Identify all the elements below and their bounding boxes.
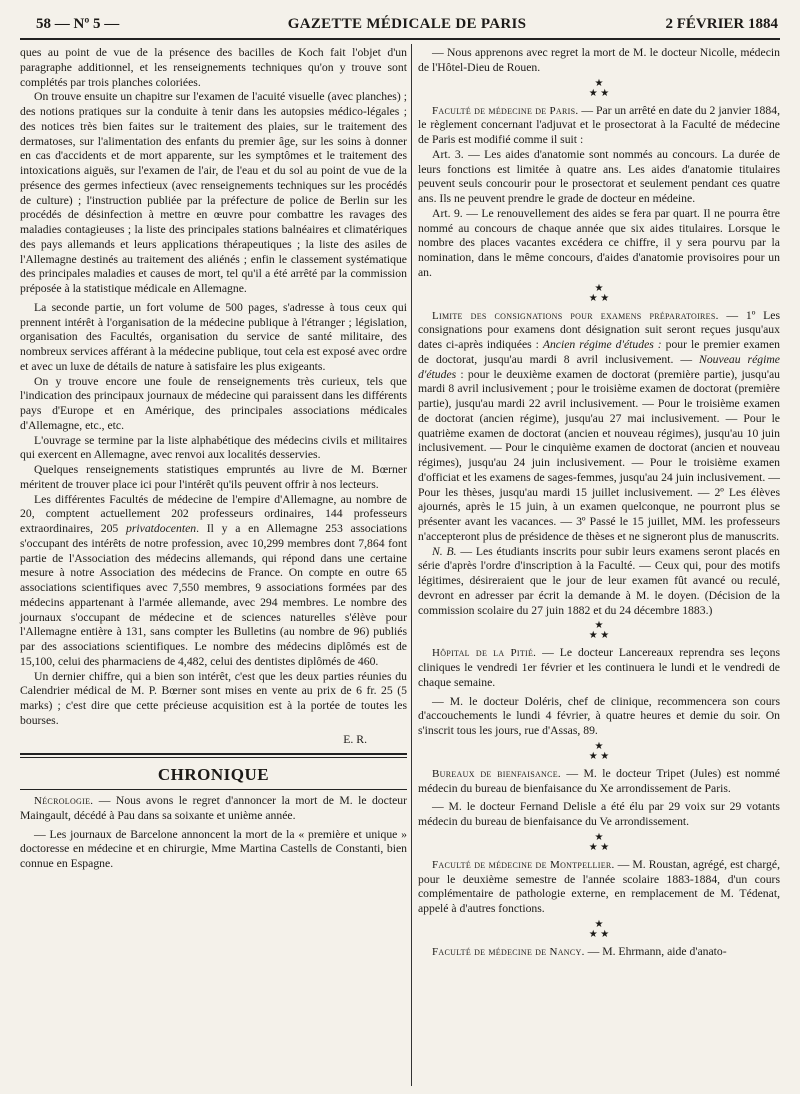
header-rule [20, 38, 780, 40]
separator-stars: ★ ★ ★ [588, 77, 610, 99]
paragraph: Les différentes Facultés de médecine de l'empire d'Allemagne, au nombre de 20, comptent actuellement 202 professeurs ordinaires, 144 professeurs extraordinaires, 205 privatdocenten. Il y a en Allemagne 253 associations s'occupant des intérêts de notre profession, avec 10,299 membres dont 7,864 font partie de l'Association des médecins allemands, qui répond dans une certaine mesure à notre Association des médecins de France. On compte en outre 65 associations scientifiques avec 7,550 membres, 9 associations formées par des médecins appartenant à l'armée allemande, avec 294 membres. Le nombre des journaux s'occupant de médecine et de sciences naturelles s'élève pour l'Allemagne entière à 131, sans compter les Bulletins (au nombre de 96) publiés par des associations scientifiques. Le nombre des médecins diplômés est de 15,100, celui des pharmaciens de 4,482, celui des dentistes diplômés de 460. [20, 492, 408, 668]
signature: E. R. [343, 732, 367, 746]
item-heading: Nécrologie. [34, 795, 94, 807]
news-item: Faculté de médecine de Nancy. — M. Ehrmann, aide d'anato- [432, 944, 727, 958]
paragraph: On y trouve encore une foule de renseignements très curieux, tels que l'indication des principaux journaux de médecine qui paraissent dans les différents pays d'Europe et en Amérique, des principales associations médicales d'Allemagne, etc., etc. [20, 374, 407, 432]
separator-stars: ★ ★ ★ [588, 740, 610, 762]
news-item: Faculté de médecine de Montpellier. — M. Roustan, agrégé, est chargé, pour le deuxième semestre de l'année scolaire 1883-1884, d'un cours complémentaire de pathologie externe, en remplacement de M. Tédenat, appelé à d'autres fonctions. [418, 857, 781, 915]
news-item: Nécrologie. — Nous avons le regret d'annoncer la mort de M. le docteur Maingault, décédé à Pau dans sa soixante et unième année. [20, 794, 407, 822]
news-item: Bureaux de bienfaisance. — M. le docteur Tripet (Jules) est nommé médecin du bureau de bienfaisance du Xe arrondissement de Paris. [418, 766, 780, 795]
item-heading: Limite des consignations pour examens préparatoires. [432, 309, 719, 322]
right-column [418, 46, 780, 960]
news-item: Hôpital de la Pitié. — Le docteur Lancereaux reprendra ses leçons cliniques le vendredi 1er février et les continuera le lundi et le vendredi de chaque semaine. [418, 646, 780, 689]
news-item: N. B. — Les étudiants inscrits pour subir leurs examens seront placés en série d'après l'ordre d'inscription à la Faculté. — Ceux qui, pour des motifs légitimes, désireraient que le jour de leur examen fût avancé ou reculé, devront en adresser par écrit la demande à M. le doyen. (Décision de la commission scolaire du 27 juin 1882 et du 24 décembre 1883.) [418, 544, 780, 617]
separator-stars: ★ ★ ★ [588, 282, 610, 304]
section-title: CHRONIQUE [157, 765, 270, 785]
item-heading: Faculté de médecine de Paris. [432, 104, 579, 117]
separator-stars: ★ ★ ★ [588, 620, 610, 642]
paragraph: L'ouvrage se termine par la liste alphabétique des médecins civils et militaires qui exercent en Allemagne, avec renvoi aux localités desservies. [20, 433, 407, 462]
paragraph: Quelques renseignements statistiques empruntés au livre de M. Bœrner méritent de trouver place ici pour l'intérêt qu'ils peuvent offrir à nos lecteurs. [20, 463, 407, 491]
column-divider [411, 44, 412, 1086]
separator-stars: ★ ★ ★ [588, 918, 610, 940]
journal-title: GAZETTE MÉDICALE DE PARIS [287, 16, 527, 32]
left-column [20, 46, 407, 872]
page-header [36, 12, 778, 38]
news-item: — Les journaux de Barcelone annoncent la mort de la « première et unique » doctoresse en médecine et en chirurgie, Mme Martina Castells de Constanti, bien connue en Espagne. [20, 827, 407, 870]
item-heading: Faculté de médecine de Nancy. [432, 945, 585, 958]
news-item: Limite des consignations pour examens préparatoires. — 1º Les consignations pour examens dont désignation suit seront reçues jusqu'aux dates ci-après indiquées : Ancien régime d'études : pour le premier examen de doctorat, jusqu'au mardi 8 avril inclusivement. — Nouveau régime d'études : pour le deuxième examen de doctorat (première partie), jusqu'au mardi 8 avril inclusivement ; pour le troisième examen de doctorat (première partie), jusqu'au mardi 22 avril inclusivement. — Pour le troisième examen de doctorat (ancien régime), jusqu'au 27 mai inclusivement. — Pour le quatrième examen de doctorat (ancien et nouveau régimes), jusqu'au 10 juin inclusivement. — Pour le cinquième examen de doctorat (ancien et nouveau régimes), jusqu'au 24 juin inclusivement. — Pour le troisième examen d'officiat et les examens de sages-femmes, jusqu'au 24 juin inclusivement. — Pour les thèses, jusqu'au mardi 15 juillet inclusivement. — 2º Les élèves ajournés, après le 15 juin, à un examen quelconque, ne pourront plus se présenter avant les vacances. — 3º Passé le 15 juillet, MM. les professeurs n'accepteront plus de présidence de thèses et ne signeront plus de manuscrits. [418, 308, 781, 543]
item-heading: Faculté de médecine de Montpellier. [432, 858, 615, 871]
news-item: — Nous apprenons avec regret la mort de M. le docteur Nicolle, médecin de l'Hôtel-Dieu de Rouen. [418, 46, 780, 74]
section-rule [20, 753, 407, 758]
news-item: Faculté de médecine de Paris. — Par un arrêté en date du 2 janvier 1884, le règlement concernant l'adjuvat et le prosectorat à la Faculté de médecine de Paris est modifié comme il suit : [418, 103, 780, 146]
item-heading: Bureaux de bienfaisance. [432, 767, 561, 780]
paragraph: La seconde partie, un fort volume de 500 pages, s'adresse à tous ceux qui prennent intérêt à l'organisation de la médecine publique à l'étranger ; législation, organisation des Facultés, organisation du service de santé militaire, des nombreux services afférant à la médecine publique, tout cela est exposé avec ordre et avec un luxe de détails de nature à satisfaire les plus exigeants. [20, 300, 407, 373]
paragraph: On trouve ensuite un chapitre sur l'examen de l'acuité visuelle (avec planches) ; des notions pratiques sur la conduite à tenir dans les autopsies médico-légales ; des notices très bien faites sur le traitement des plaies, sur le traitement des dermatoses, sur l'alimentation des enfants du premier âge, sur les soins à donner en cas d'accidents et de mort apparente, sur les symptômes et le traitement des intoxications aiguës, sur l'examen de l'air, de l'eau et du sol au point de vue de la présence des germes infectieux (avec renseignements techniques sur les procédés de culture) ; l'instruction publiée par la préfecture de police de Berlin sur les procédés de désinfection à mettre en œuvre pour combattre les ravages des maladies contagieuses ; la liste des principales stations balnéaires et climatériques des pays allemands et leurs applications thérapeutiques ; la liste des asiles de l'Allemagne destinés au traitement des aliénés ; enfin le classement systématique des principales maladies et causes de mort, tel qu'il a été arrêté par la commission préposée à la statistique médicale en Allemagne. [20, 90, 407, 295]
article-text: Art. 3. — Les aides d'anatomie sont nommés au concours. La durée de leurs fonctions est limitée à quatre ans. Les aides d'anatomie titulaires peuvent seuls concourir pour le prosectorat et seulement pendant ces quatre ans. Ils ne peuvent prendre le grade de docteur en médeine. [418, 147, 780, 205]
section-title-rule [20, 789, 407, 790]
article-text: Art. 9. — Le renouvellement des aides se fera par quart. Il ne pourra être nommé au concours de chaque année que six aides titulaires. Lorsque le nombre des places vacantes excédera ce chiffre, il y sera pourvu par la nomination, dans le même concours, d'aides d'anatomie provisoires pour un an. [418, 206, 780, 279]
item-heading: Hôpital de la Pitié. [432, 647, 537, 660]
news-item: — M. le docteur Doléris, chef de clinique, recommencera son cours d'accouchements le lundi 4 février, à quatre heures et demie du soir. On s'inscrit tous les jours, rue d'Assas, 89. [418, 694, 780, 737]
issue-date: 2 FÉVRIER 1884 [665, 16, 778, 32]
page-number: 58 — Nº 5 — [36, 16, 120, 32]
news-item: — M. le docteur Fernand Delisle a été élu par 29 voix sur 29 votants médecin du bureau de bienfaisance du Ve arrondissement. [418, 800, 780, 828]
paragraph: Un dernier chiffre, qui a bien son intérêt, c'est que les deux parties réunies du Calendrier médical de M. P. Bœrner sont mises en vente au prix de 6 fr. 25 (5 marks) ; c'est dire que cette précieuse acquisition est à la portée de toutes les bourses. [20, 669, 407, 727]
paragraph: ques au point de vue de la présence des bacilles de Koch fait l'objet d'un paragraphe additionnel, et les renseignements techniques qu'on y trouve sont complétés par trois planches coloriées. [20, 46, 407, 89]
separator-stars: ★ ★ ★ [588, 831, 610, 853]
